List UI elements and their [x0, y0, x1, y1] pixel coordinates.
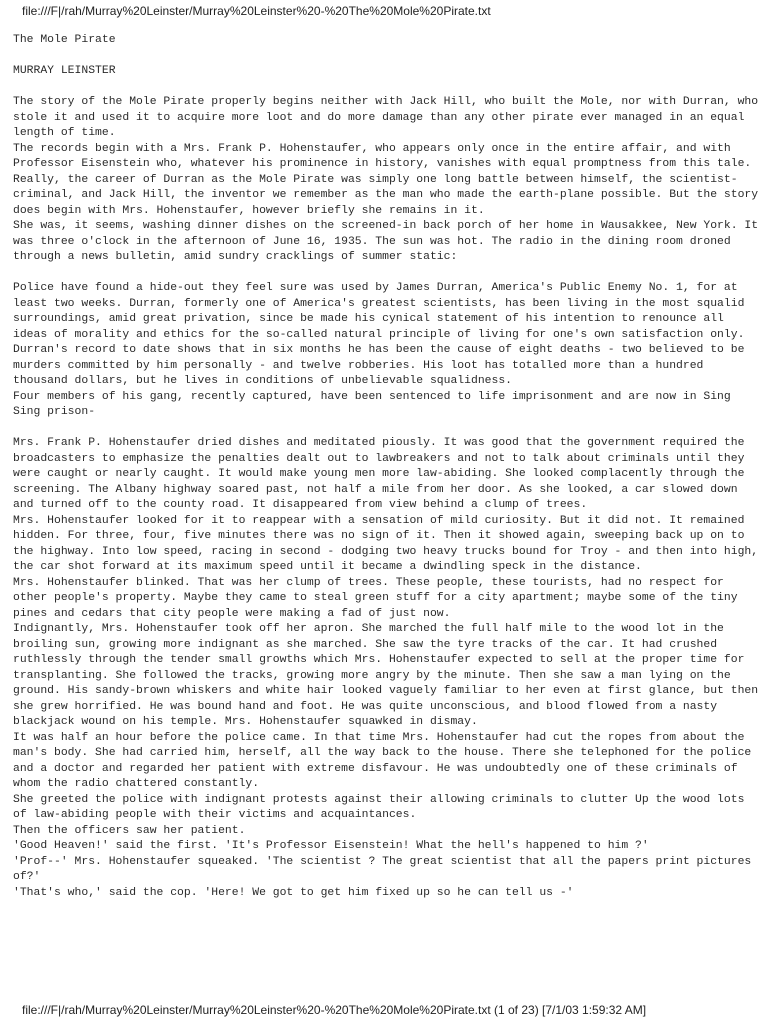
paragraph: It was half an hour before the police came. In that time Mrs. Hohenstaufer had cut the ropes from about the man's body. She had carried him, herself, all the way back to the house. There she telephoned for the police and a doctor and regarded her patient with extreme disfavour. He was undoubtedly one of these criminals of whom the radio chattered constantly. [13, 731, 752, 790]
paragraph: The story of the Mole Pirate properly begins neither with Jack Hill, who built the Mole, nor with Durran, who stole it and used it to acquire more loot and do more damage than any other pirate ever managed in an equal length of time. [13, 96, 759, 139]
paragraph: Mrs. Hohenstaufer blinked. That was her clump of trees. These people, these tourists, had no respect for other people's property. Maybe they came to steal green stuff for a city apartment; maybe some of the tiny pines and cedars that city people were making a fad of just now. [13, 576, 738, 620]
paragraph-news-bulletin: Four members of his gang, recently captured, have been sentenced to life imprisonment and are now in Sing Sing prison- [13, 390, 731, 418]
paragraph: She was, it seems, washing dinner dishes on the screened-in back porch of her home in Wausakkee, New York. It was three o'clock in the afternoon of June 16, 1935. The sun was hot. The radio in the dining room droned through a news bulletin, amid sundry cracklings of summer static: [13, 220, 759, 263]
paragraph: Mrs. Hohenstaufer looked for it to reappear with a sensation of mild curiosity. But it did not. It remained hidden. For three, four, five minutes there was no sign of it. Then it showed again, sweeping back up on to the highway. Into low speed, racing in second - dodging two heavy trucks bound for Troy - and then into high, the car shot forward at its maximum speed until it became a dwindling speck in the distance. [13, 514, 759, 573]
paragraph: Mrs. Frank P. Hohenstaufer dried dishes and meditated piously. It was good that the government required the broadcasters to emphasize the penalties dealt out to lawbreakers and not to talk about criminals until they were caught or nearly caught. It would make young men more law-abiding. She looked complacently through the screening. The Albany highway soared past, not half a mile from her door. As she looked, a car slowed down and turned off to the county road. It disappeared from view behind a clump of trees. [13, 437, 745, 511]
paragraph: She greeted the police with indignant protests against their allowing criminals to clutter Up the wood lots of law-abiding people with their victims and acquaintances. [13, 793, 745, 821]
page-header-url: file:///F|/rah/Murray%20Leinster/Murray%20Leinster%20-%20The%20Mole%20Pirate.txt [22, 4, 491, 18]
document-author: MURRAY LEINSTER [13, 65, 116, 77]
paragraph: The records begin with a Mrs. Frank P. Hohenstaufer, who appears only once in the entire affair, and with Professor Eisenstein who, whatever his prominence in history, vanishes with equal promptness from this tale. [13, 142, 752, 170]
document-title: The Mole Pirate [13, 34, 116, 46]
page-footer: file:///F|/rah/Murray%20Leinster/Murray%20Leinster%20-%20The%20Mole%20Pirate.txt (1 of 23) [7/1/03 1:59:32 AM] [22, 1003, 647, 1017]
paragraph-dialogue: 'Prof--' Mrs. Hohenstaufer squeaked. 'The scientist ? The great scientist that all the papers print pictures of?' [13, 855, 752, 883]
paragraph: Indignantly, Mrs. Hohenstaufer took off her apron. She marched the full half mile to the wood lot in the broiling sun, growing more indignant as she marched. She saw the tyre tracks of the car. It had crushed ruthlessly through the tender small growths which Mrs. Hohenstaufer expected to sell at the proper time for transplanting. She followed the tracks, growing more angry by the minute. Then she saw a man lying on the ground. His sandy-brown whiskers and white hair looked vaguely familiar to her even at first glance, but then she grew horrified. He was bound hand and foot. He was quite unconscious, and blood flowed from a nasty blackjack wound on his temple. Mrs. Hohenstaufer squawked in dismay. [13, 623, 759, 728]
document-body [13, 33, 761, 901]
paragraph: Really, the career of Durran as the Mole Pirate was simply one long battle between himself, the scientist-criminal, and Jack Hill, the inventor we remember as the man who made the earth-plane possible. But the story does begin with Mrs. Hohenstaufer, however briefly she remains in it. [13, 173, 759, 217]
paragraph: Then the officers saw her patient. [13, 824, 246, 837]
paragraph-news-bulletin: Police have found a hide-out they feel sure was used by James Durran, America's Public Enemy No. 1, for at least two weeks. Durran, formerly one of America's greatest scientists, has been living in the most squalid surroundings, amid great privation, since be made his cynical statement of his intention to renounce all ideas of morality and ethics for the so-called natural principle of living for one's own satisfaction only. Durran's record to date shows that in six months he has been the cause of eight deaths - two believed to be murders committed by him personally - and twelve robberies. His loot has totalled more than a hundred thousand dollars, but he lives in conditions of unbelievable squalidness. [13, 282, 745, 387]
paragraph-dialogue: 'Good Heaven!' said the first. 'It's Professor Eisenstein! What the hell's happened to him ?' [13, 840, 649, 852]
paragraph-dialogue: 'That's who,' said the cop. 'Here! We got to get him fixed up so he can tell us -' [13, 886, 574, 899]
